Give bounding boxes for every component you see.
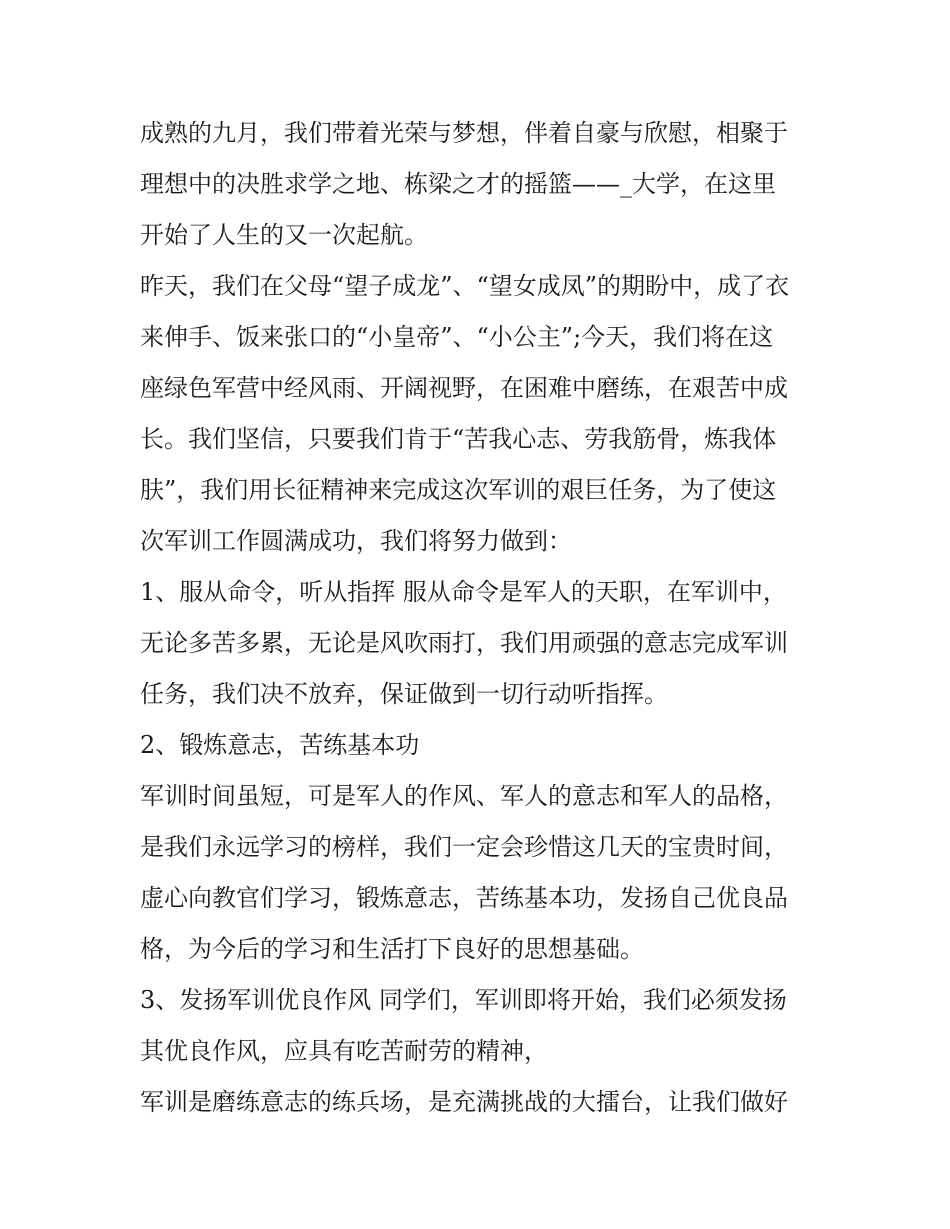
text-line: 理想中的决胜求学之地、栋梁之才的摇篮——_大学，在这里 [140,170,776,198]
text-line: 来伸手、饭来张口的“小皇帝”、“小公主”;今天，我们将在这 [140,323,774,351]
text-line: 成熟的九月，我们带着光荣与梦想，伴着自豪与欣慰，相聚于 [140,119,788,147]
text-line: 无论多苦多累，无论是风吹雨打，我们用顽强的意志完成军训 [140,629,788,657]
text-line: 2、锻炼意志，苦练基本功 [140,731,420,759]
text-line: 是我们永远学习的榜样，我们一定会珍惜这几天的宝贵时间， [140,833,788,861]
text-line: 长。我们坚信，只要我们肯于“苦我心志、劳我筋骨，炼我体 [140,425,777,453]
text-line: 开始了人生的又一次起航。 [140,221,428,249]
text-line: 军训是磨练意志的练兵场，是充满挑战的大擂台，让我们做好 [140,1088,788,1116]
text-line: 其优良作风，应具有吃苦耐劳的精神， [140,1037,548,1065]
text-line: 军训时间虽短，可是军人的作风、军人的意志和军人的品格， [140,782,788,810]
text-line: 3、发扬军训优良作风 同学们，军训即将开始，我们必须发扬 [140,986,787,1014]
text-line: 任务，我们决不放弃，保证做到一切行动听指挥。 [140,680,668,708]
text-line: 座绿色军营中经风雨、开阔视野，在困难中磨练，在艰苦中成 [140,374,788,402]
document-body [140,108,820,1128]
text-line: 肤”，我们用长征精神来完成这次军训的艰巨任务，为了使这 [140,476,777,504]
text-line: 次军训工作圆满成功，我们将努力做到： [140,527,572,555]
text-line: 虚心向教官们学习，锻炼意志，苦练基本功，发扬自己优良品 [140,884,788,912]
text-line: 格，为今后的学习和生活打下良好的思想基础。 [140,935,644,963]
text-line: 1、服从命令，听从指挥 服从命令是军人的天职，在军训中， [140,578,787,606]
text-line: 昨天，我们在父母“望子成龙”、“望女成凤”的期盼中，成了衣 [140,272,790,300]
